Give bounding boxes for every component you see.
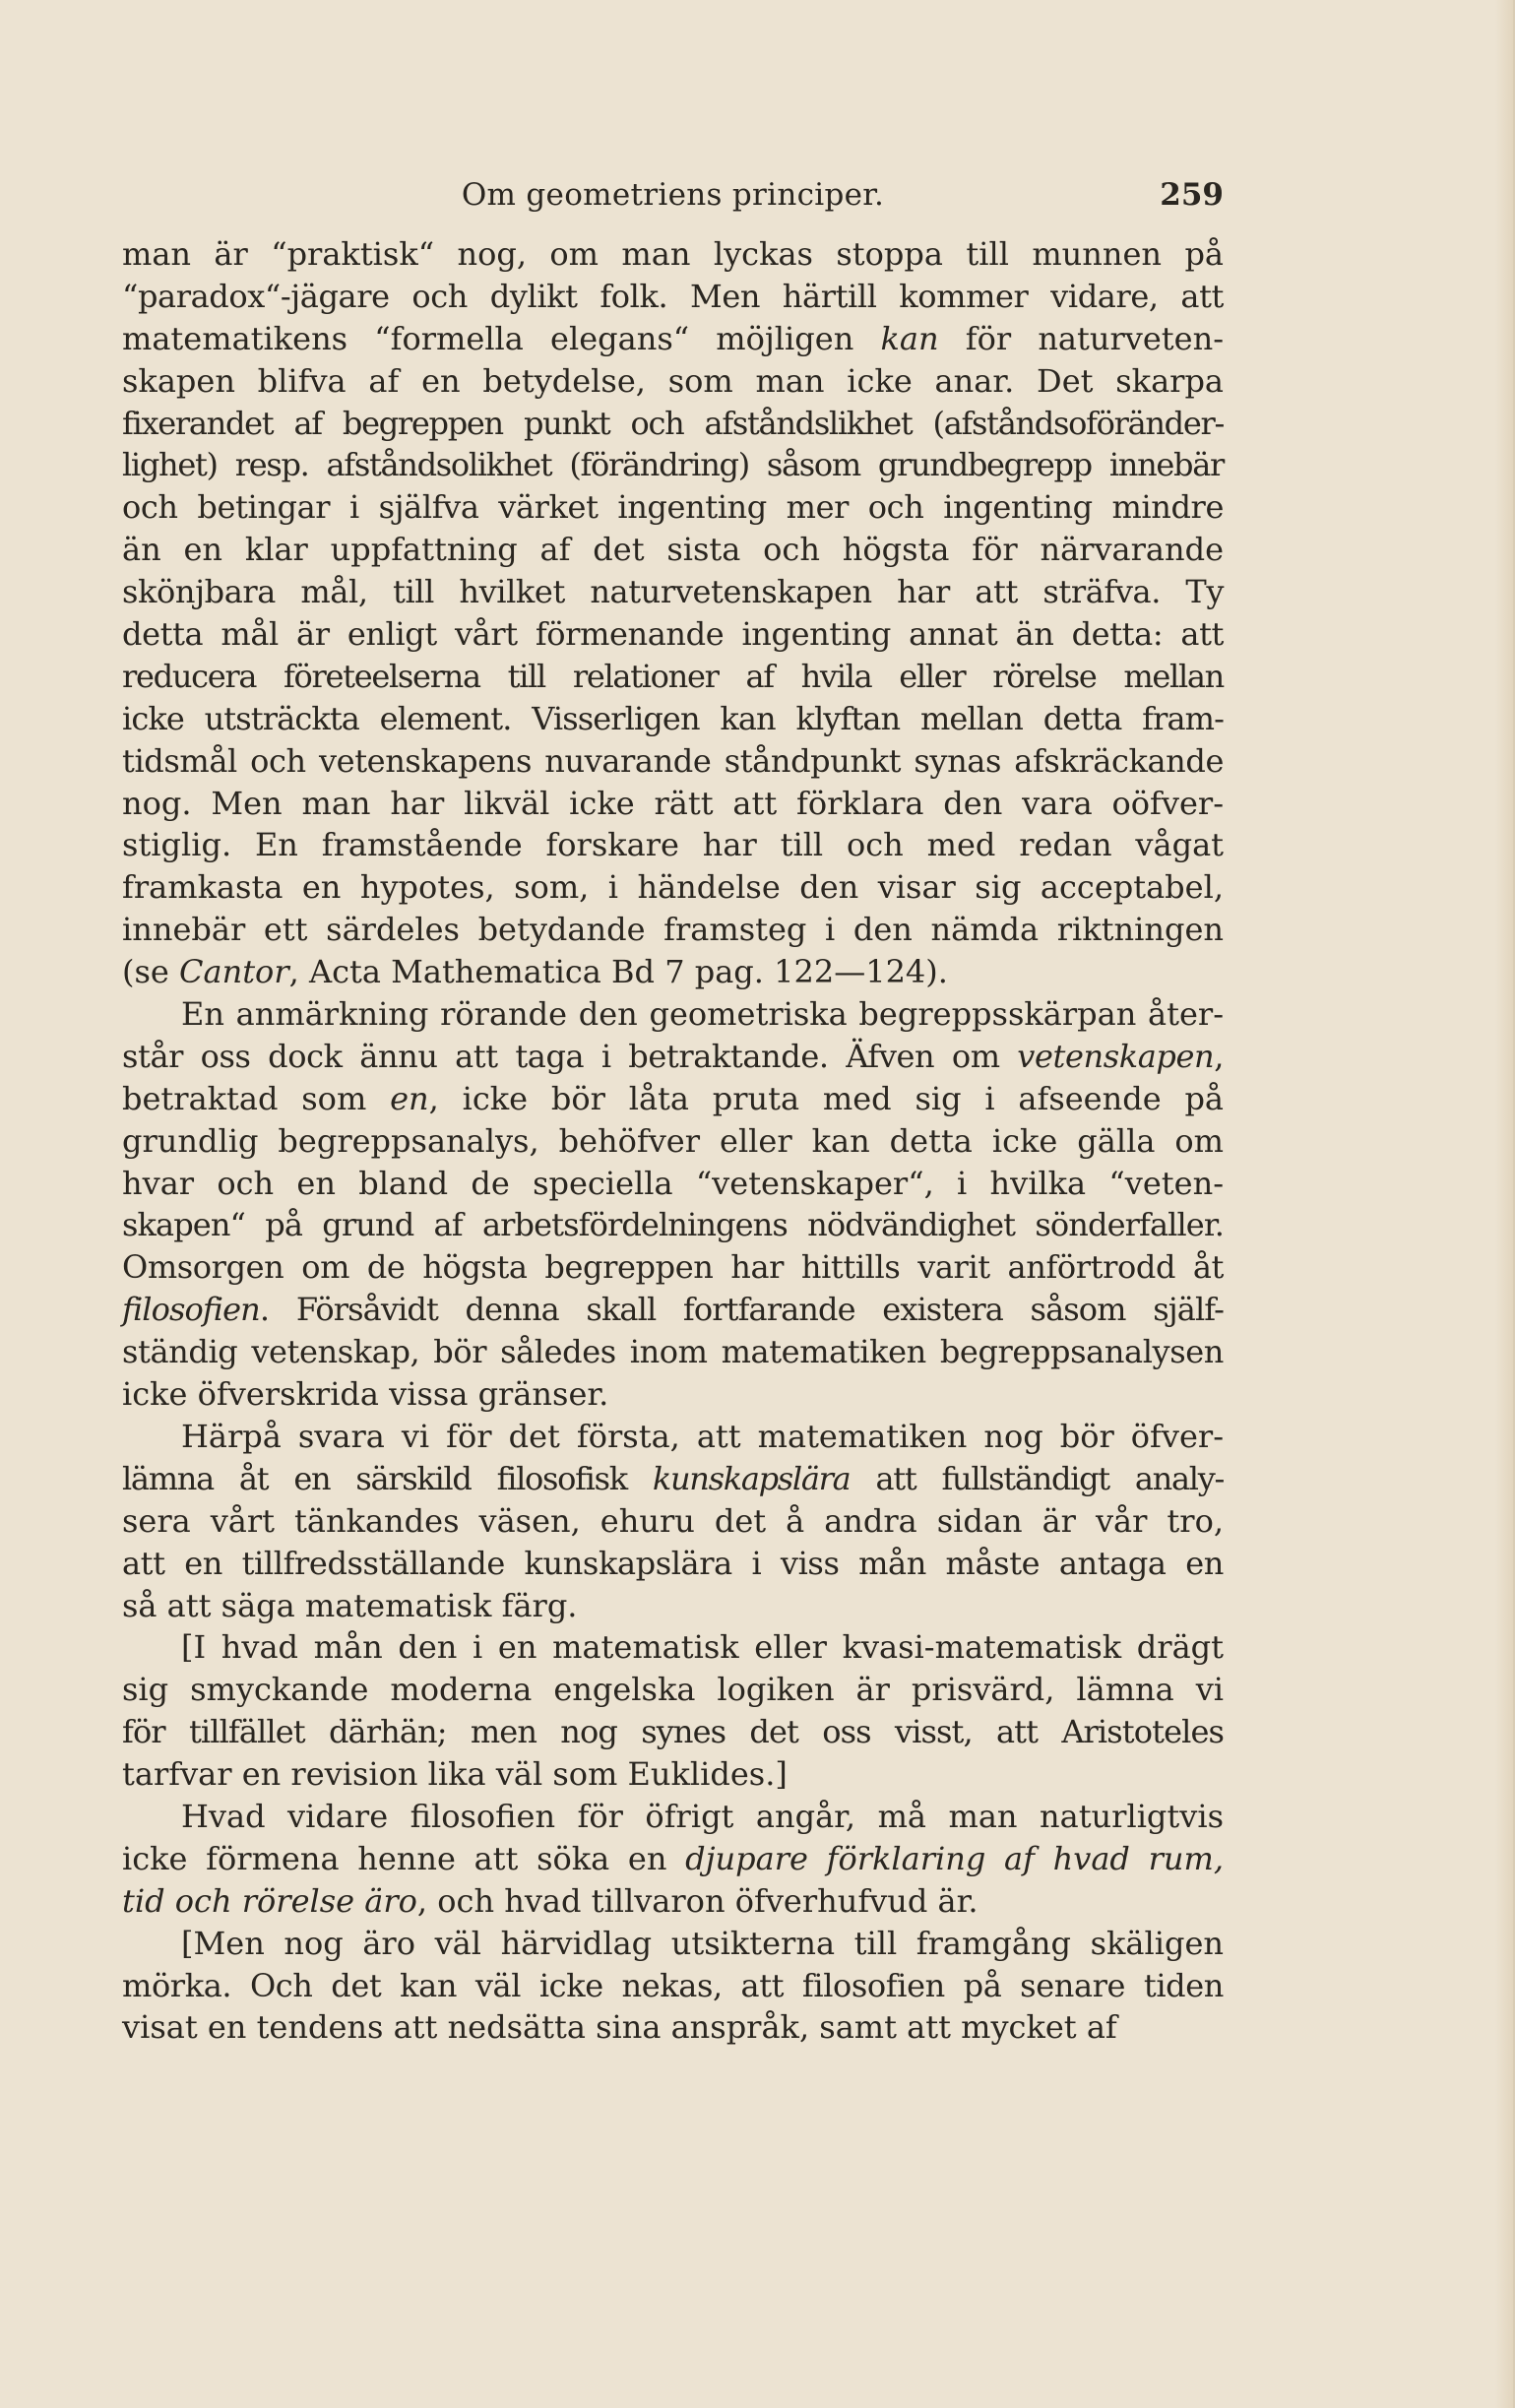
text-line: “paradox“-jägare och dylikt folk. Men härtill kommer vidare, att — [122, 277, 1224, 315]
paragraph — [122, 233, 1224, 993]
text-run: , — [1214, 1037, 1224, 1075]
text-line — [122, 1036, 1224, 1078]
text-line — [122, 318, 1224, 360]
text-line: framkasta en hypotes, som, i händelse den visar sig acceptabel, — [122, 868, 1224, 907]
text-line: sig smyckande moderna engelska logiken är prisvärd, lämna vi — [122, 1671, 1224, 1709]
page-number: 259 — [1160, 177, 1224, 213]
text-line: stiglig. En framstående forskare har till och med redan vågat — [122, 826, 1224, 864]
body-text — [122, 233, 1224, 2049]
text-line — [122, 1289, 1224, 1331]
text-run: för naturveten- — [938, 319, 1225, 357]
italic-text-run: tid och rörelse äro — [122, 1881, 417, 1920]
text-line: skapen blifva af en betydelse, som man icke anar. Det skarpa — [122, 361, 1224, 400]
text-line: och betingar i själfva värket ingenting mer och ingenting mindre — [122, 488, 1224, 527]
text-line: att en tillfredsställande kunskapslära i viss mån måste antaga en — [122, 1544, 1224, 1582]
italic-text-run: vetenskapen — [1017, 1037, 1215, 1075]
text-line: visat en tendens att nedsätta sina anspråk, samt att mycket af — [122, 2008, 1117, 2047]
text-run: står oss dock ännu att taga i betraktande. Äfven om — [122, 1037, 1018, 1075]
text-line: [I hvad mån den i en matematisk eller kvasi-matematisk drägt — [181, 1628, 1224, 1667]
text-run: betraktad som — [122, 1079, 391, 1117]
text-line: innebär ett särdeles betydande framsteg i den nämda riktningen — [122, 911, 1224, 949]
text-line — [122, 1880, 1224, 1923]
paragraph — [122, 1923, 1224, 2050]
text-line: Härpå svara vi för det första, att matematiken nog bör öfver- — [181, 1417, 1224, 1455]
text-line — [122, 1078, 1224, 1120]
text-line: [Men nog äro väl härvidlag utsikterna till framgång skäligen — [181, 1924, 1224, 1962]
italic-text-run: kunskapslära — [652, 1459, 851, 1497]
paragraph — [122, 1416, 1224, 1626]
text-line: Hvad vidare filosofien för öfrigt angår, må man naturligtvis — [181, 1797, 1224, 1835]
text-line: En anmärkning rörande den geometriska begreppsskärpan åter- — [181, 995, 1224, 1034]
page-header — [122, 177, 1224, 226]
text-line: grundlig begreppsanalys, behöfver eller kan detta icke gälla om — [122, 1121, 1224, 1160]
text-line: fixerandet af begreppen punkt och afståndslikhet (afståndsoförändеr- — [122, 404, 1224, 442]
italic-text-run: kan — [880, 319, 939, 357]
text-line — [122, 1458, 1224, 1500]
text-run: , icke bör låta pruta med sig i afseende på — [428, 1079, 1225, 1117]
italic-text-run: en — [390, 1079, 429, 1117]
text-line: mörka. Och det kan väl icke nekas, att filosofien på senare tiden — [122, 1966, 1224, 2004]
text-line: detta mål är enligt vårt förmenande ingenting annat än detta: att — [122, 615, 1224, 654]
text-line: skapen“ på grund af arbetsfördelningens nödvändighet sönderfaller. — [122, 1206, 1224, 1244]
text-line: man är “praktisk“ nog, om man lyckas stoppa till munnen på — [122, 235, 1224, 273]
text-line — [122, 1838, 1224, 1880]
text-line: skönjbara mål, till hvilket naturvetenskapen har att sträfva. Ty — [122, 573, 1224, 611]
text-run: icke förmena henne att söka en — [122, 1839, 686, 1877]
page-edge-shadow — [1495, 0, 1513, 2408]
paragraph — [122, 993, 1224, 1416]
running-title: Om geometriens principer. — [461, 177, 885, 213]
paragraph — [122, 1626, 1224, 1796]
text-line: nog. Men man har likväl icke rätt att förklara den vara oöfver- — [122, 784, 1224, 822]
text-run: . Försåvidt denna skall fortfarande existera såsom själf- — [259, 1291, 1224, 1329]
text-line: för tillfället därhän; men nog synes det oss visst, att Aristoteles — [122, 1713, 1224, 1751]
text-line: icke utsträckta element. Visserligen kan klyftan mellan detta fram- — [122, 699, 1224, 737]
text-run: , Acta Mathematica Bd 7 pag. 122—124). — [288, 953, 948, 991]
text-line: ständig vetenskap, bör således inom matematiken begreppsanalysen — [122, 1333, 1224, 1371]
text-run: att fullständigt analy- — [850, 1459, 1224, 1497]
text-run: lämna åt en särskild filosofisk — [122, 1459, 653, 1497]
text-line: hvar och en bland de speciella “vetenskaper“, i hvilka “veten- — [122, 1164, 1224, 1202]
text-line: Omsorgen om de högsta begreppen har hittills varit anförtrodd åt — [122, 1248, 1224, 1287]
text-run: (se — [122, 953, 180, 991]
italic-text-run: djupare förklaring af hvad rum, — [685, 1839, 1224, 1877]
text-line: tarfvar en revision lika väl som Euklides.] — [122, 1755, 788, 1794]
italic-text-run: Cantor — [179, 953, 289, 991]
paragraph — [122, 1796, 1224, 1923]
text-line: så att säga matematisk färg. — [122, 1586, 578, 1624]
text-line: än en klar uppfattning af det sista och högsta för närvarande — [122, 531, 1224, 569]
text-line — [122, 951, 1224, 993]
italic-text-run: filosofien — [122, 1291, 260, 1329]
text-line: lighet) resp. afståndsolikhet (förändring) såsom grundbegrepp innebär — [122, 446, 1224, 484]
text-run: , och hvad tillvaron öfverhufvud är. — [416, 1881, 978, 1920]
text-run: matematikens “formella elegans“ möjligen — [122, 319, 881, 357]
text-line: sera vårt tänkandes väsen, ehuru det å andra sidan är vår tro, — [122, 1501, 1224, 1540]
text-line: tidsmål och vetenskapens nuvarande ståndpunkt synas afskräckande — [122, 741, 1224, 780]
text-line: icke öfverskrida vissa gränser. — [122, 1375, 609, 1414]
text-line: reducera företeelserna till relationer af hvila eller rörelse mellan — [122, 657, 1224, 695]
